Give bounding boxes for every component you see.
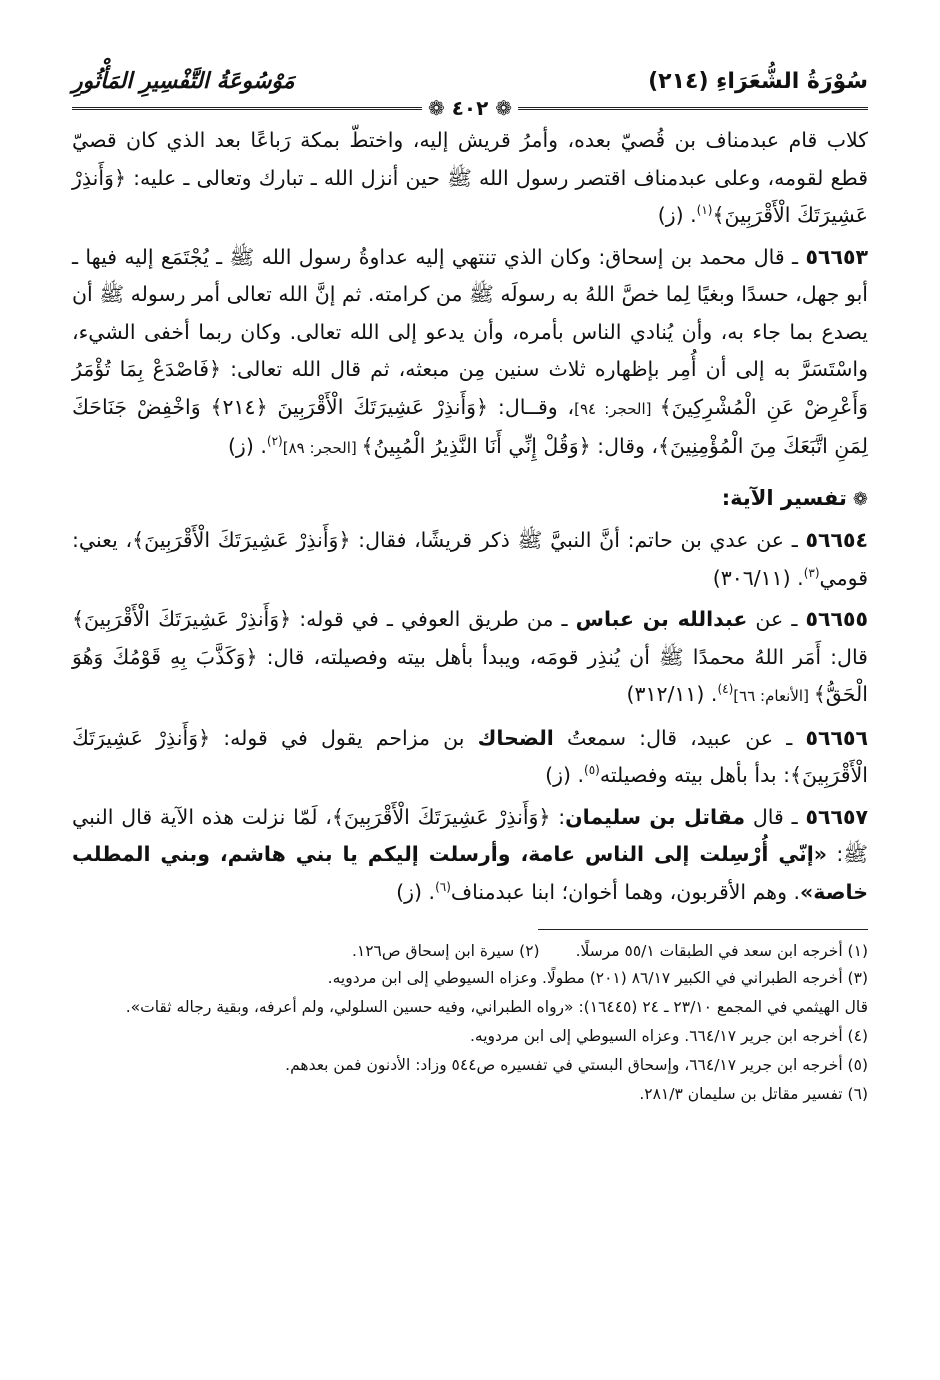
ornament-icon: ❁: [488, 96, 513, 120]
running-header: [72, 52, 868, 94]
footnote-3-continued: قال الهيثمي في المجمع ٢٣/١٠ ـ ٢٤ (١٦٤٤٥): «رواه الطبراني، وفيه حسين السلولي، ولم أعرفه، وبقية رجاله ثقات».: [125, 998, 868, 1016]
book-page: [72, 52, 868, 1110]
narration-entry: [72, 601, 868, 716]
entry-number: ٥٦٦٥٦: [805, 725, 868, 750]
verse-reference: [الأنعام: ٦٦]: [733, 687, 814, 705]
footnote-marker: (٥): [584, 763, 600, 778]
quran-verse: ﴿وَأَنذِرْ عَشِيرَتَكَ الْأَقْرَبِينَ ﴿٢١٤﴾ وَاخْفِضْ جَنَاحَكَ لِمَنِ اتَّبَعَكَ مِنَ الْمُؤْمِنِينَ﴾: [72, 394, 868, 458]
verse-reference: [الحجر: ٩٤]: [574, 399, 660, 418]
paragraph: [72, 122, 868, 235]
footnote-1: (١) أخرجه ابن سعد في الطبقات ٥٥/١ مرسلًا.: [575, 942, 868, 960]
footnote-5: (٥) أخرجه ابن جرير ٦٦٤/١٧، وإسحاق البستي في تفسيره ص٥٤٤ وزاد: الأدنون فمن بعدهم.: [285, 1056, 868, 1074]
footnote-2: (٢) سيرة ابن إسحاق ص١٢٦.: [351, 942, 540, 960]
entry-number: ٥٦٦٥٧: [805, 804, 868, 829]
entry-text: ، يعني: قومي: [72, 528, 868, 590]
footnote-row: [72, 938, 868, 965]
header-rule: [72, 96, 868, 120]
footnote-marker: (٤): [717, 682, 734, 697]
entry-text: . وهم الأقربون، وهما أخوان؛ ابنا عبدمناف: [450, 879, 801, 904]
hadith-quote: «إنّي أُرْسِلت إلى الناس عامة، وأرسلت إليكم يا بني هاشم، وبني المطلب خاصة»: [72, 842, 868, 904]
entry-text: قال: أَمَر اللهُ محمدًا ﷺ أن يُنذِر قومَه، ويبدأ بأهل بيته وفصيلته، قال:: [257, 644, 868, 669]
paragraph-text: كلاب قام عبدمناف بن قُصيّ بعده، وأمرُ قريش إليه، واختطّ بمكة رَباعًا بعد الذي كان قصيّ قطع لقومه، وعلى عبدمناف اقتصر رسول الله ﷺ حين أنزل الله ـ تبارك وتعالى ـ عليه:: [72, 128, 868, 190]
entry-text: :: [550, 804, 566, 829]
entry-text: : بدأ بأهل بيته وفصيلته: [599, 763, 790, 787]
flower-icon: ❁: [852, 488, 868, 510]
entry-text: ، وقال:: [590, 434, 659, 458]
entry-number: ٥٦٦٥٣: [805, 244, 868, 269]
footnote-marker: (٦): [435, 879, 451, 894]
surah-title: سُوْرَةُ الشُّعَرَاءِ (٢١٤): [648, 69, 868, 94]
footnote-4: (٤) أخرجه ابن جرير ٦٦٤/١٧. وعزاه السيوطي إلى ابن مردويه.: [470, 1027, 868, 1045]
reference-code: . (ز): [545, 763, 585, 787]
narrator-name: الضحاك: [477, 725, 554, 750]
narrator-name: عبدالله بن عباس: [575, 607, 748, 631]
footnote-marker: (٢): [266, 434, 283, 449]
quran-verse: ﴿وَأَنذِرْ عَشِيرَتَكَ الْأَقْرَبِينَ﴾: [72, 607, 292, 631]
ornament-icon: ❁: [427, 96, 452, 120]
header-rule-left: [72, 107, 422, 110]
narration-entry: [72, 239, 868, 468]
footnote-marker: (١): [696, 203, 713, 218]
entry-number: ٥٦٦٥٥: [805, 607, 869, 631]
narration-entry: [72, 799, 868, 912]
entry-number: ٥٦٦٥٤: [805, 528, 868, 552]
entry-text: ـ عن عبيد، قال: سمعتُ: [553, 725, 806, 750]
quran-verse: ﴿وَكَذَّبَ بِهِ قَوْمُكَ وَهُوَ الْحَقُّ﴾: [72, 644, 868, 706]
entry-text: ـ قال: [745, 804, 806, 829]
quran-verse: ﴿وَأَنذِرْ عَشِيرَتَكَ الْأَقْرَبِينَ﴾: [132, 528, 351, 552]
reference-code: . (ز): [657, 203, 697, 227]
section-title: تفسير الآية:: [721, 485, 847, 510]
reference-code: . (ز): [227, 434, 267, 458]
series-title: مَوْسُوعَةُ التَّفْسِيرِ المَأْثُورِ: [72, 69, 295, 94]
entry-text: ، وقــال:: [488, 394, 575, 419]
entry-text: ، لَمّا نزلت هذه الآية قال النبي ﷺ:: [72, 804, 868, 866]
quran-verse: ﴿وَقُلْ إِنِّي أَنَا النَّذِيرُ الْمُبِينُ﴾: [361, 434, 591, 458]
footnote-6: (٦) تفسير مقاتل بن سليمان ٢٨١/٣.: [639, 1085, 868, 1103]
entry-text: ـ قال محمد بن إسحاق: وكان الذي تنتهي إليه عداوةُ رسول الله ﷺ ـ يُجْتَمَع إليه فيها ـ أبو جهل، حسدًا وبغيًا لِما خصَّ اللهُ به رسولَه ﷺ من كرامته. ثم إنَّ الله تعالى أمر رسوله ﷺ أن يصدع بما جاء به، وأن يُنادي الناس بأمره، وأن يدعو إلى الله تعالى. وكان ربما أخفى الشيء، واسْتَسَرَّ به إلى أن أُمِر بإظهاره ثلاث سنين مِن مبعثه، ثم قال الله تعالى:: [72, 244, 868, 381]
quran-verse: ﴿فَاصْدَعْ بِمَا تُؤْمَرُ وَأَعْرِضْ عَنِ الْمُشْرِكِينَ﴾: [72, 357, 869, 419]
entry-text: ـ عن: [747, 607, 806, 631]
reference-code: . (٣٠٦/١١): [712, 565, 804, 590]
footnote-3: (٣) أخرجه الطبراني في الكبير ٨٦/١٧ (٢٠١) مطولًا. وعزاه السيوطي إلى ابن مردويه.: [327, 969, 868, 987]
quran-verse: ﴿وَأَنذِرْ عَشِيرَتَكَ الْأَقْرَبِينَ﴾: [72, 165, 868, 227]
narrator-name: مقاتل بن سليمان: [565, 804, 746, 829]
section-heading: [72, 480, 868, 519]
narration-entry: [72, 720, 868, 795]
header-rule-right: [518, 107, 868, 110]
footnote-marker: (٣): [803, 565, 820, 580]
entry-text: ـ من طريق العوفي ـ في قوله:: [291, 607, 576, 631]
page-number-value: ٤٠٢: [451, 96, 489, 120]
reference-code: . (٣١٢/١١): [626, 682, 718, 706]
footnotes: [72, 938, 868, 1108]
entry-text: ـ عن عدي بن حاتم: أنَّ النبيَّ ﷺ ذكر قريشًا، فقال:: [350, 528, 806, 552]
reference-code: . (ز): [396, 879, 436, 904]
main-text: [72, 122, 868, 911]
page-number: [428, 96, 512, 120]
quran-verse: ﴿وَأَنذِرْ عَشِيرَتَكَ الْأَقْرَبِينَ﴾: [331, 804, 551, 829]
narration-entry: [72, 522, 868, 597]
quran-verse: ﴿وَأَنذِرْ عَشِيرَتَكَ الْأَقْرَبِينَ﴾: [72, 725, 868, 787]
verse-reference: [الحجر: ٨٩]: [282, 439, 362, 457]
entry-text: بن مزاحم يقول في قوله:: [210, 725, 478, 750]
footnote-separator: [538, 929, 868, 930]
